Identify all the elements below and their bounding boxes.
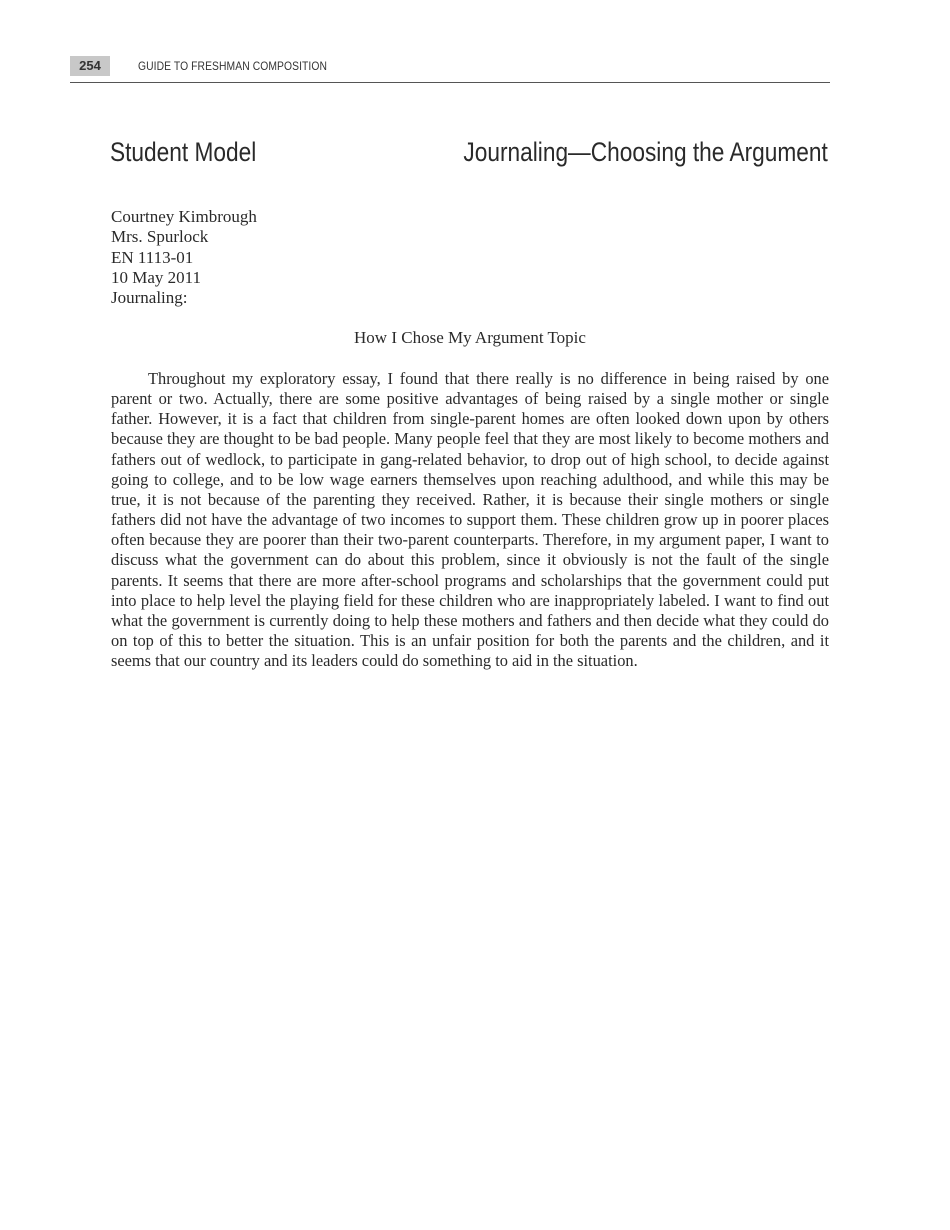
essay-title: How I Chose My Argument Topic (354, 328, 586, 347)
section-title: Journaling—Choosing the Argument (463, 137, 828, 167)
course-code: EN 1113-01 (111, 247, 194, 267)
student-name: Courtney Kimbrough (111, 207, 257, 226)
running-head (70, 56, 830, 83)
assignment-label: Journaling: (111, 288, 188, 308)
student-heading-block (111, 207, 257, 308)
page-number: 254 (70, 56, 110, 76)
essay-date: 10 May 2011 (111, 267, 202, 287)
essay-paragraph: Throughout my exploratory essay, I found that there really is no difference in being raised by one parent or two. Actually, there are some positive advantages of being raised by a single mother or single father. However, it is a fact that children from single-parent homes are often looked down upon by others because they are thought to be bad people. Many people feel that they are most likely to become mothers and fathers out of wedlock, to participate in gang-related behavior, to drop out of high school, to decide against going to college, and to be low wage earners themselves upon reaching adulthood, and while this may be true, it is not because of the parenting they received. Rather, it is because their single mothers or single fathers did not have the advantage of two incomes to support them. These children grow up in poorer places often because they are poorer than their two-parent counterparts. Therefore, in my argument paper, I want to discuss what the government can do about this problem, since it obviously is not the fault of the single parents. It seems that there are more after-school programs and scholarships that the government could put into place to help level the playing field for these children who are inappropriately labeled. I want to find out what the government is currently doing to help these mothers and fathers and then decide what they could do on top of this to better the situation. This is an unfair position for both the parents and the children, and it seems that our country and its leaders could do something to aid in the situation. (111, 369, 829, 671)
instructor-name: Mrs. Spurlock (111, 227, 209, 247)
book-title: GUIDE TO FRESHMAN COMPOSITION (138, 59, 328, 73)
section-label: Student Model (110, 137, 257, 167)
